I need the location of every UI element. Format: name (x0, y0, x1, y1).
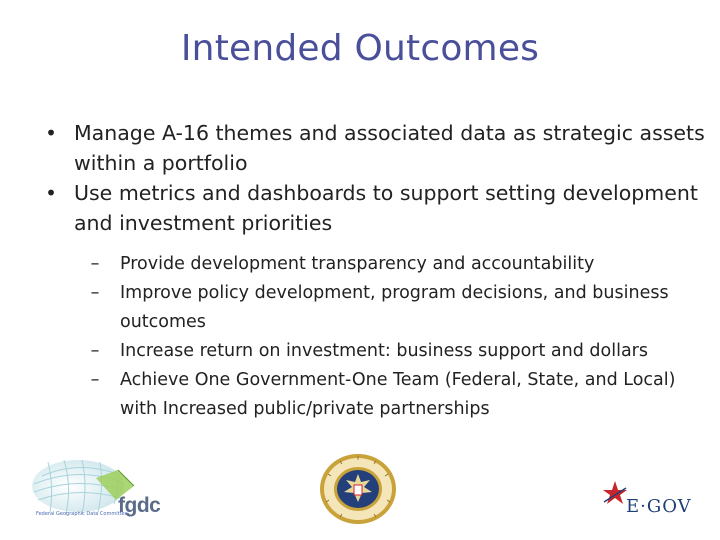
fgdc-logo (30, 456, 180, 522)
sub-bullet-text: Provide development transparency and accountability (120, 254, 595, 274)
presidential-seal-icon (318, 452, 398, 526)
sub-bullet-text: Increase return on investment: business support and dollars (120, 341, 648, 361)
fgdc-tagline: Federal Geographic Data Committee (36, 511, 128, 517)
sub-bullet-item (70, 337, 710, 366)
bullet-text: Use metrics and dashboards to support setting development and investment priorities (74, 181, 698, 235)
dash-marker: – (90, 254, 100, 274)
sub-bullet-text: Achieve One Government-One Team (Federal, State, and Local) with Increased public/private partnerships (120, 370, 676, 419)
sub-bullet-list (28, 250, 710, 424)
dash-marker: – (90, 370, 100, 390)
bullet-item (28, 178, 708, 238)
bullet-item (28, 118, 708, 178)
slide-title: Intended Outcomes (180, 28, 540, 69)
bullet-marker: • (45, 181, 57, 205)
fgdc-wordmark: fgdc (118, 494, 161, 517)
sub-bullet-text: Improve policy development, program decisions, and business outcomes (120, 283, 669, 332)
egov-logo (598, 480, 708, 520)
sub-bullet-item (70, 250, 710, 279)
bullet-list (28, 118, 708, 424)
dash-marker: – (90, 283, 100, 303)
star-icon (602, 480, 628, 506)
bullet-marker: • (45, 121, 57, 145)
sub-bullet-item (70, 279, 710, 337)
dash-marker: – (90, 341, 100, 361)
bullet-text: Manage A-16 themes and associated data as strategic assets within a portfolio (74, 121, 705, 175)
sub-bullet-item (70, 366, 710, 424)
egov-wordmark: E·GOV (626, 496, 692, 517)
